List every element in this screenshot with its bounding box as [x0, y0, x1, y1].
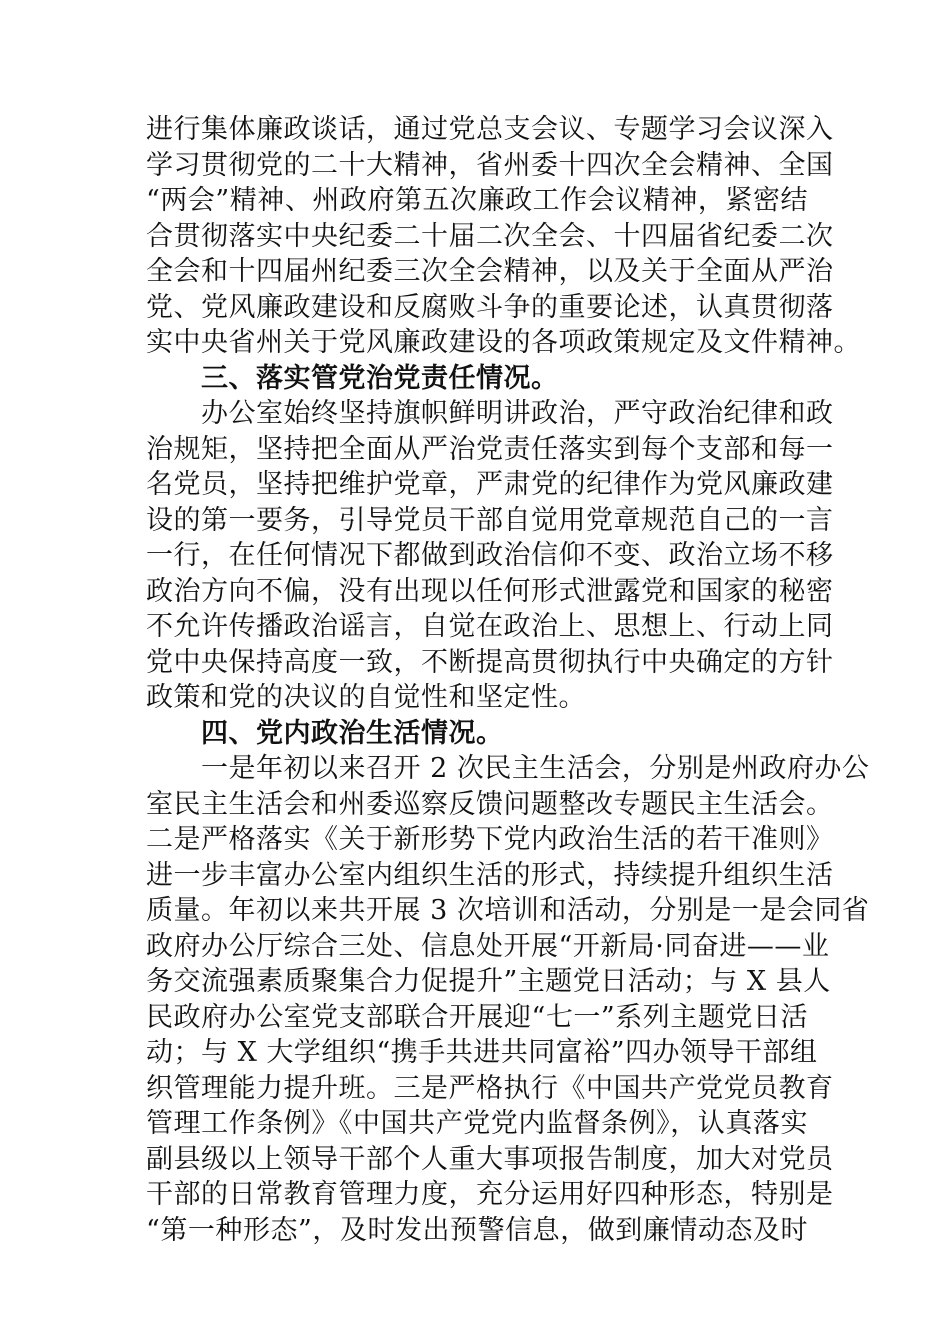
text-line: 一是年初以来召开 2 次民主生活会，分别是州政府办公 — [146, 753, 870, 784]
text-line: 治规矩，坚持把全面从严治党责任落实到每个支部和每一 — [146, 433, 834, 465]
text-line: 民政府办公室党支部联合开展迎“七一”系列主题党日活 — [146, 1001, 808, 1033]
text-line: 办公室始终坚持旗帜鲜明讲政治，严守政治纪律和政 — [146, 398, 834, 429]
text-line: 动；与 X 大学组织“携手共进共同富裕”四办领导干部组 — [146, 1037, 818, 1068]
text-line: 织管理能力提升班。三是严格执行《中国共产党党员教育 — [146, 1072, 834, 1104]
text-line: 党中央保持高度一致，不断提高贯彻执行中央确定的方针 — [146, 646, 834, 678]
text-line: 二是严格落实《关于新形势下党内政治生活的若干准则》 — [146, 824, 834, 855]
text-line: 全会和十四届州纪委三次全会精神，以及关于全面从严治 — [146, 256, 834, 287]
section-heading: 三、落实管党治党责任情况。 — [146, 362, 559, 394]
text-line: 政策和党的决议的自觉性和坚定性。 — [146, 682, 586, 713]
text-line: 进一步丰富办公室内组织生活的形式，持续提升组织生活 — [146, 859, 834, 891]
text-line: 进行集体廉政谈话，通过党总支会议、专题学习会议深入 — [146, 114, 834, 145]
text-line: 合贯彻落实中央纪委二十届二次全会、十四届省纪委二次 — [146, 220, 834, 252]
text-line: 政府办公厅综合三处、信息处开展“开新局·同奋进——业 — [146, 930, 830, 962]
text-line: 学习贯彻党的二十大精神，省州委十四次全会精神、全国 — [146, 149, 834, 181]
text-line: 管理工作条例》《中国共产党党内监督条例》，认真落实 — [146, 1108, 808, 1139]
text-line: “第一种形态”，及时发出预警信息，做到廉情动态及时 — [146, 1214, 808, 1246]
text-line: 一行，在任何情况下都做到政治信仰不变、政治立场不移 — [146, 540, 834, 571]
text-line: “两会”精神、州政府第五次廉政工作会议精神，紧密结 — [146, 185, 808, 216]
text-line: 质量。年初以来共开展 3 次培训和活动，分别是一是会同省 — [146, 895, 870, 926]
text-line: 名党员，坚持把维护党章，严肃党的纪律作为党风廉政建 — [146, 469, 834, 500]
text-line: 室民主生活会和州委巡察反馈问题整改专题民主生活会。 — [146, 788, 834, 820]
text-line: 干部的日常教育管理力度，充分运用好四种形态，特别是 — [146, 1179, 834, 1210]
text-line: 副县级以上领导干部个人重大事项报告制度，加大对党员 — [146, 1143, 834, 1175]
text-line: 政治方向不偏，没有出现以任何形式泄露党和国家的秘密 — [146, 575, 834, 607]
text-line: 实中央省州关于党风廉政建设的各项政策规定及文件精神。 — [146, 327, 861, 358]
text-line: 务交流强素质聚集合力促提升”主题党日活动；与 X 县人 — [146, 966, 831, 997]
document-page — [146, 112, 870, 1248]
text-line: 设的第一要务，引导党员干部自觉用党章规范自己的一言 — [146, 504, 834, 536]
text-line: 党、党风廉政建设和反腐败斗争的重要论述，认真贯彻落 — [146, 291, 834, 323]
text-line: 不允许传播政治谣言，自觉在政治上、思想上、行动上同 — [146, 611, 834, 642]
section-heading: 四、党内政治生活情况。 — [146, 717, 504, 749]
